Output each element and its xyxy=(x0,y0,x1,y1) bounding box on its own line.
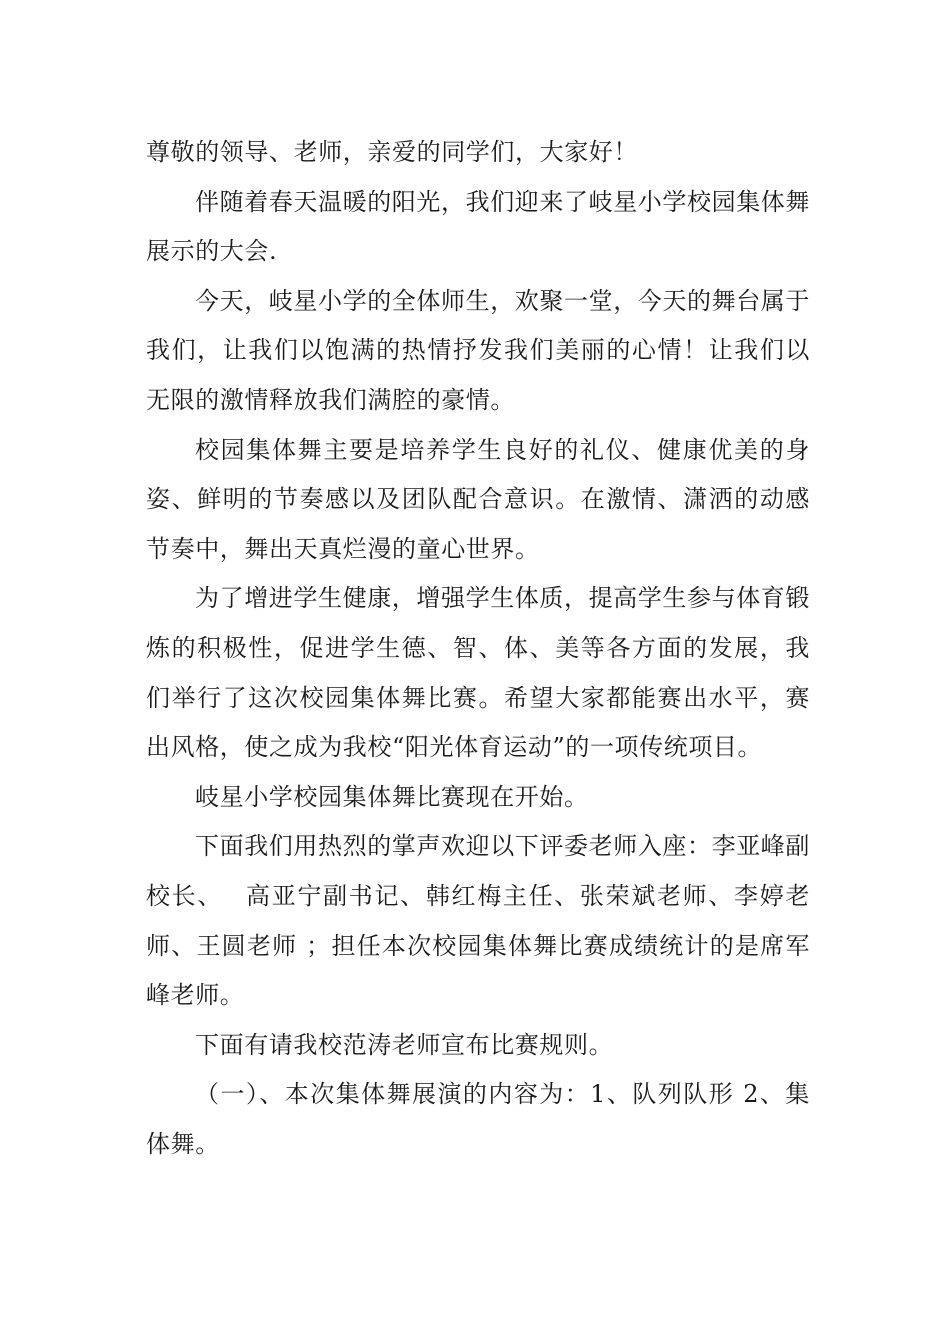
body-paragraph: 为了增进学生健康，增强学生体质，提高学生参与体育锻炼的积极性，促进学生德、智、体、美等各方面的发展，我们举行了这次校园集体舞比赛。希望大家都能赛出水平，赛出风格，使之成为我校“阳光体育运动”的一项传统项目。 xyxy=(146,584,810,762)
judges-paragraph: 下面我们用热烈的掌声欢迎以下评委老师入座：李亚峰副校长、 高亚宁副书记、韩红梅主任、张荣斌老师、李婷老师、王圆老师 ；担任本次校园集体舞比赛成绩统计的是席军峰老师。 xyxy=(146,832,810,1010)
opening-paragraph: 伴随着春天温暖的阳光，我们迎来了岐星小学校园集体舞展示的大会. xyxy=(146,187,810,266)
rule-item-paragraph: （一）、本次集体舞展演的内容为：1、队列队形 2、集体舞。 xyxy=(146,1080,810,1158)
body-paragraph: 校园集体舞主要是培养学生良好的礼仪、健康优美的身姿、鲜明的节奏感以及团队配合意识。在激情、潇洒的动感节奏中，舞出天真烂漫的童心世界。 xyxy=(146,435,810,563)
greeting-paragraph: 尊敬的领导、老师，亲爱的同学们，大家好！ xyxy=(146,138,638,166)
rules-intro-paragraph: 下面有请我校范涛老师宣布比赛规则。 xyxy=(195,1030,614,1059)
start-announcement-paragraph: 岐星小学校园集体舞比赛现在开始。 xyxy=(195,782,589,811)
body-paragraph: 今天，岐星小学的全体师生，欢聚一堂，今天的舞台属于我们，让我们以饱满的热情抒发我们美丽的心情！让我们以无限的激情释放我们满腔的豪情。 xyxy=(146,286,810,414)
document-page xyxy=(146,128,810,1169)
